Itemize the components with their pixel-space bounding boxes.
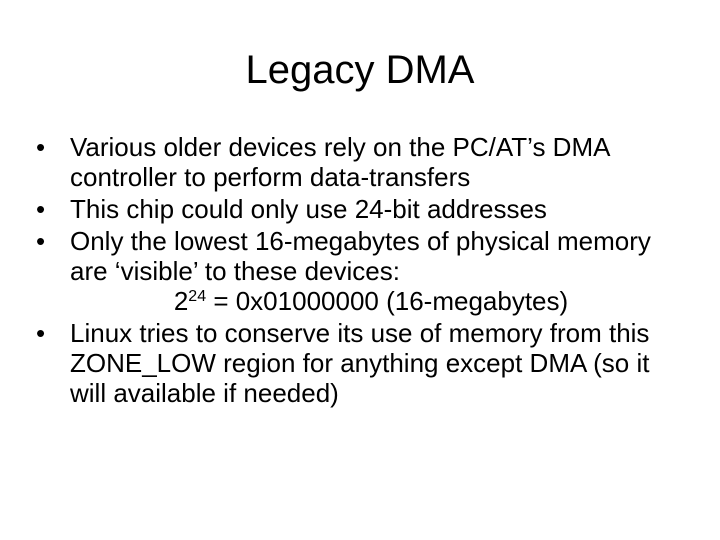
- bullet-item: [36, 132, 686, 192]
- bullet-text: Various older devices rely on the PC/AT’s DMA controller to perform data-transfers: [70, 132, 610, 192]
- bullet-item: [36, 194, 686, 224]
- bullet-icon: •: [36, 132, 46, 162]
- bullet-text: Only the lowest 16-megabytes of physical memory are ‘visible’ to these devices:: [70, 226, 651, 286]
- bullet-text: This chip could only use 24-bit addresses: [70, 194, 547, 224]
- bullet-list: [36, 132, 686, 410]
- bullet-text: Linux tries to conserve its use of memory from this ZONE_LOW region for anything except DMA (so it will available if needed): [70, 318, 650, 408]
- bullet-icon: •: [36, 226, 46, 256]
- bullet-icon: •: [36, 194, 46, 224]
- bullet-item: [36, 318, 686, 408]
- bullet-icon: •: [36, 318, 46, 348]
- slide-title: Legacy DMA: [245, 48, 475, 92]
- formula-rest: = 0x01000000 (16-megabytes): [206, 286, 569, 316]
- formula-exponent: 24: [188, 288, 207, 305]
- formula-line: [36, 286, 686, 316]
- formula-base: 2: [173, 286, 189, 316]
- bullet-item: [36, 226, 686, 316]
